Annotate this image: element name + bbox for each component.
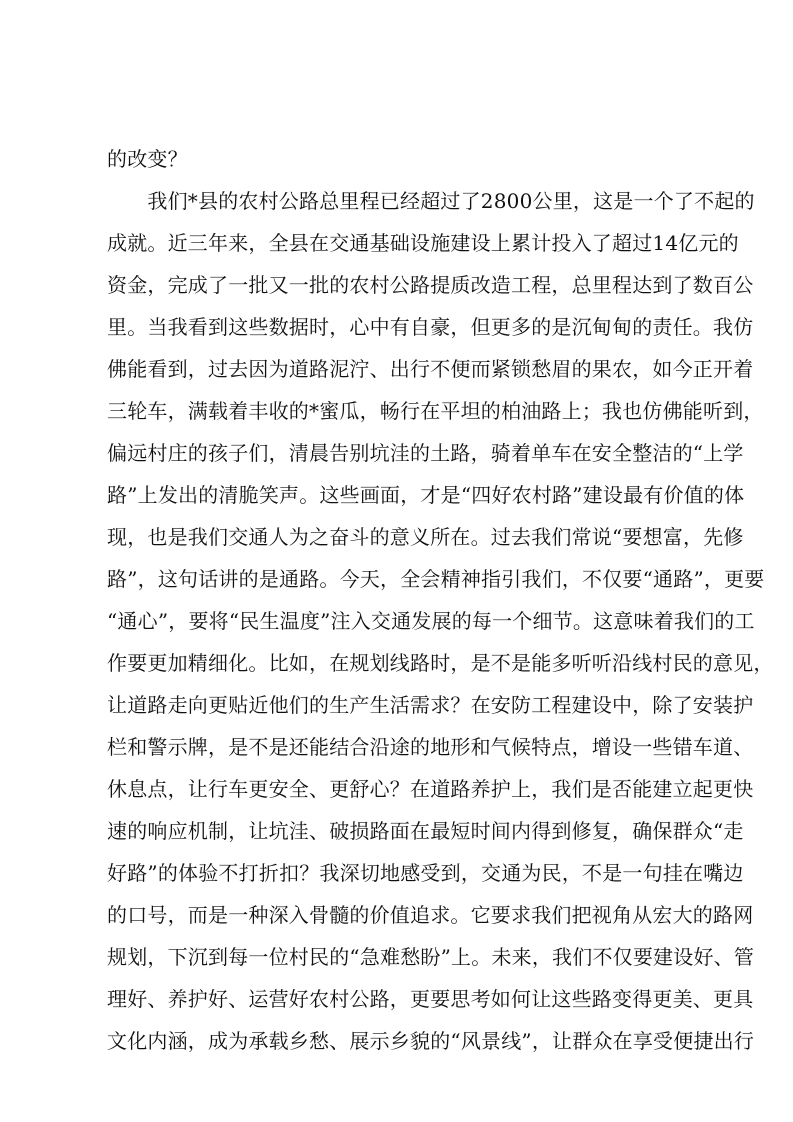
body-text-line: 的改变？ — [107, 147, 188, 171]
body-text-line: 路”上发出的清脆笑声。这些画面，才是“四好农村路”建设最有价值的体 — [107, 483, 745, 507]
body-text-line: 理好、养护好、运营好农村公路，更要思考如何让这些路变得更美、更具 — [107, 987, 754, 1011]
body-text-line: 里。当我看到这些数据时，心中有自豪，但更多的是沉甸甸的责任。我仿 — [107, 315, 754, 339]
body-text-line: 偏远村庄的孩子们，清晨告别坑洼的土路，骑着单车在安全整洁的“上学 — [107, 441, 744, 465]
body-text-line: 规划，下沉到每一位村民的“急难愁盼”上。未来，我们不仅要建设好、管 — [107, 945, 755, 969]
body-text-line: 现，也是我们交通人为之奋斗的意义所在。过去我们常说“要想富，先修 — [107, 525, 744, 549]
body-text-line: 文化内涵，成为承载乡愁、展示乡貌的“风景线”，让群众在享受便捷出行 — [107, 1029, 755, 1053]
body-text-line: 路”，这句话讲的是通路。今天，全会精神指引我们，不仅要“通路”，更要 — [107, 567, 765, 591]
body-text-line: 佛能看到，过去因为道路泥泞、出行不便而紧锁愁眉的果农，如今正开着 — [107, 357, 754, 381]
body-text-line: 栏和警示牌，是不是还能结合沿途的地形和气候特点，增设一些错车道、 — [107, 735, 754, 759]
body-text-line: 的口号，而是一种深入骨髓的价值追求。它要求我们把视角从宏大的路网 — [107, 903, 754, 927]
body-text-line: 休息点，让行车更安全、更舒心？在道路养护上，我们是否能建立起更快 — [107, 777, 754, 801]
body-text-line: 让道路走向更贴近他们的生产生活需求？在安防工程建设中，除了安装护 — [107, 693, 754, 717]
body-text-line: 成就。近三年来，全县在交通基础设施建设上累计投入了超过14亿元的 — [107, 231, 739, 255]
body-text-line: 作要更加精细化。比如，在规划线路时，是不是能多听听沿线村民的意见， — [107, 651, 774, 675]
body-text-line: 速的响应机制，让坑洼、破损路面在最短时间内得到修复，确保群众“走 — [107, 819, 744, 843]
body-text-line: 资金，完成了一批又一批的农村公路提质改造工程，总里程达到了数百公 — [107, 273, 754, 297]
body-text-line: 三轮车，满载着丰收的*蜜瓜，畅行在平坦的柏油路上；我也仿佛能听到， — [107, 399, 764, 423]
body-text-line: 我们*县的农村公路总里程已经超过了2800公里，这是一个了不起的 — [107, 189, 755, 213]
body-text-line: “通心”，要将“民生温度”注入交通发展的每一个细节。这意味着我们的工 — [107, 609, 755, 633]
body-text-line: 好路”的体验不打折扣？我深切地感受到，交通为民，不是一句挂在嘴边 — [107, 861, 744, 885]
